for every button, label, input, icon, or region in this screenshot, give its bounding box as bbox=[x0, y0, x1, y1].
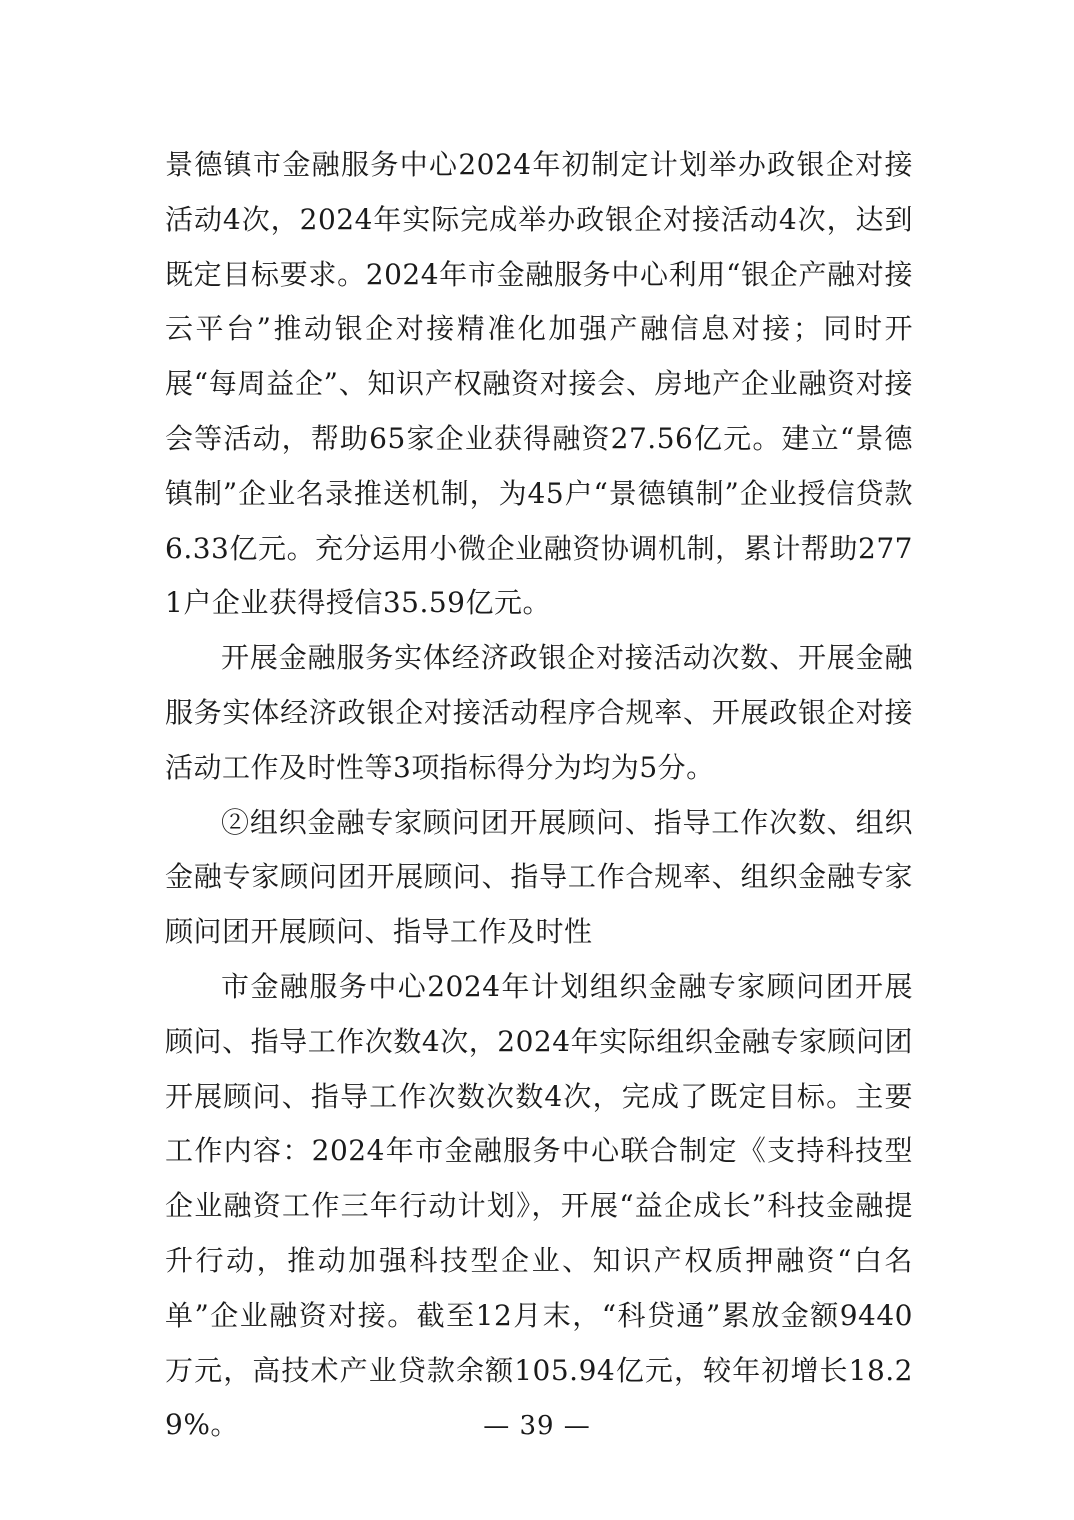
paragraph-indicator-scores: 开展金融服务实体经济政银企对接活动次数、开展金融服务实体经济政银企对接活动程序合规率、开展政银企对接活动工作及时性等3项指标得分为均为5分。 bbox=[165, 641, 913, 784]
page-number: — 39 — bbox=[483, 1411, 591, 1441]
paragraph-expert-team-heading: ②组织金融专家顾问团开展顾问、指导工作次数、组织金融专家顾问团开展顾问、指导工作合规率、组织金融专家顾问团开展顾问、指导工作及时性 bbox=[165, 805, 913, 949]
paragraph-financing-activities: 景德镇市金融服务中心2024年初制定计划举办政银企对接活动4次，2024年实际完成举办政银企对接活动4次，达到既定目标要求。2024年市金融服务中心利用“银企产融对接云平台”推动银企对接精准化加强产融信息对接；同时开展“每周益企”、知识产权融资对接会、房地产企业融资对接会等活动，帮助65家企业获得融资27.56亿元。建立“景德镇制”企业名录推送机制，为45户“景德镇制”企业授信贷款6.33亿元。充分运用小微企业融资协调机制，累计帮助2771户企业获得授信35.59亿元。 bbox=[165, 148, 913, 620]
body-text bbox=[165, 138, 913, 1453]
paragraph-expert-team-work: 市金融服务中心2024年计划组织金融专家顾问团开展顾问、指导工作次数4次，2024年实际组织金融专家顾问团开展顾问、指导工作次数次数4次，完成了既定目标。主要工作内容：2024年市金融服务中心联合制定《支持科技型企业融资工作三年行动计划》，开展“益企成长”科技金融提升行动，推动加强科技型企业、知识产权质押融资“白名单”企业融资对接。截至12月末，“科贷通”累放金额9440万元，高技术产业贷款余额105.94亿元，较年初增长18.29%。 bbox=[165, 969, 913, 1442]
